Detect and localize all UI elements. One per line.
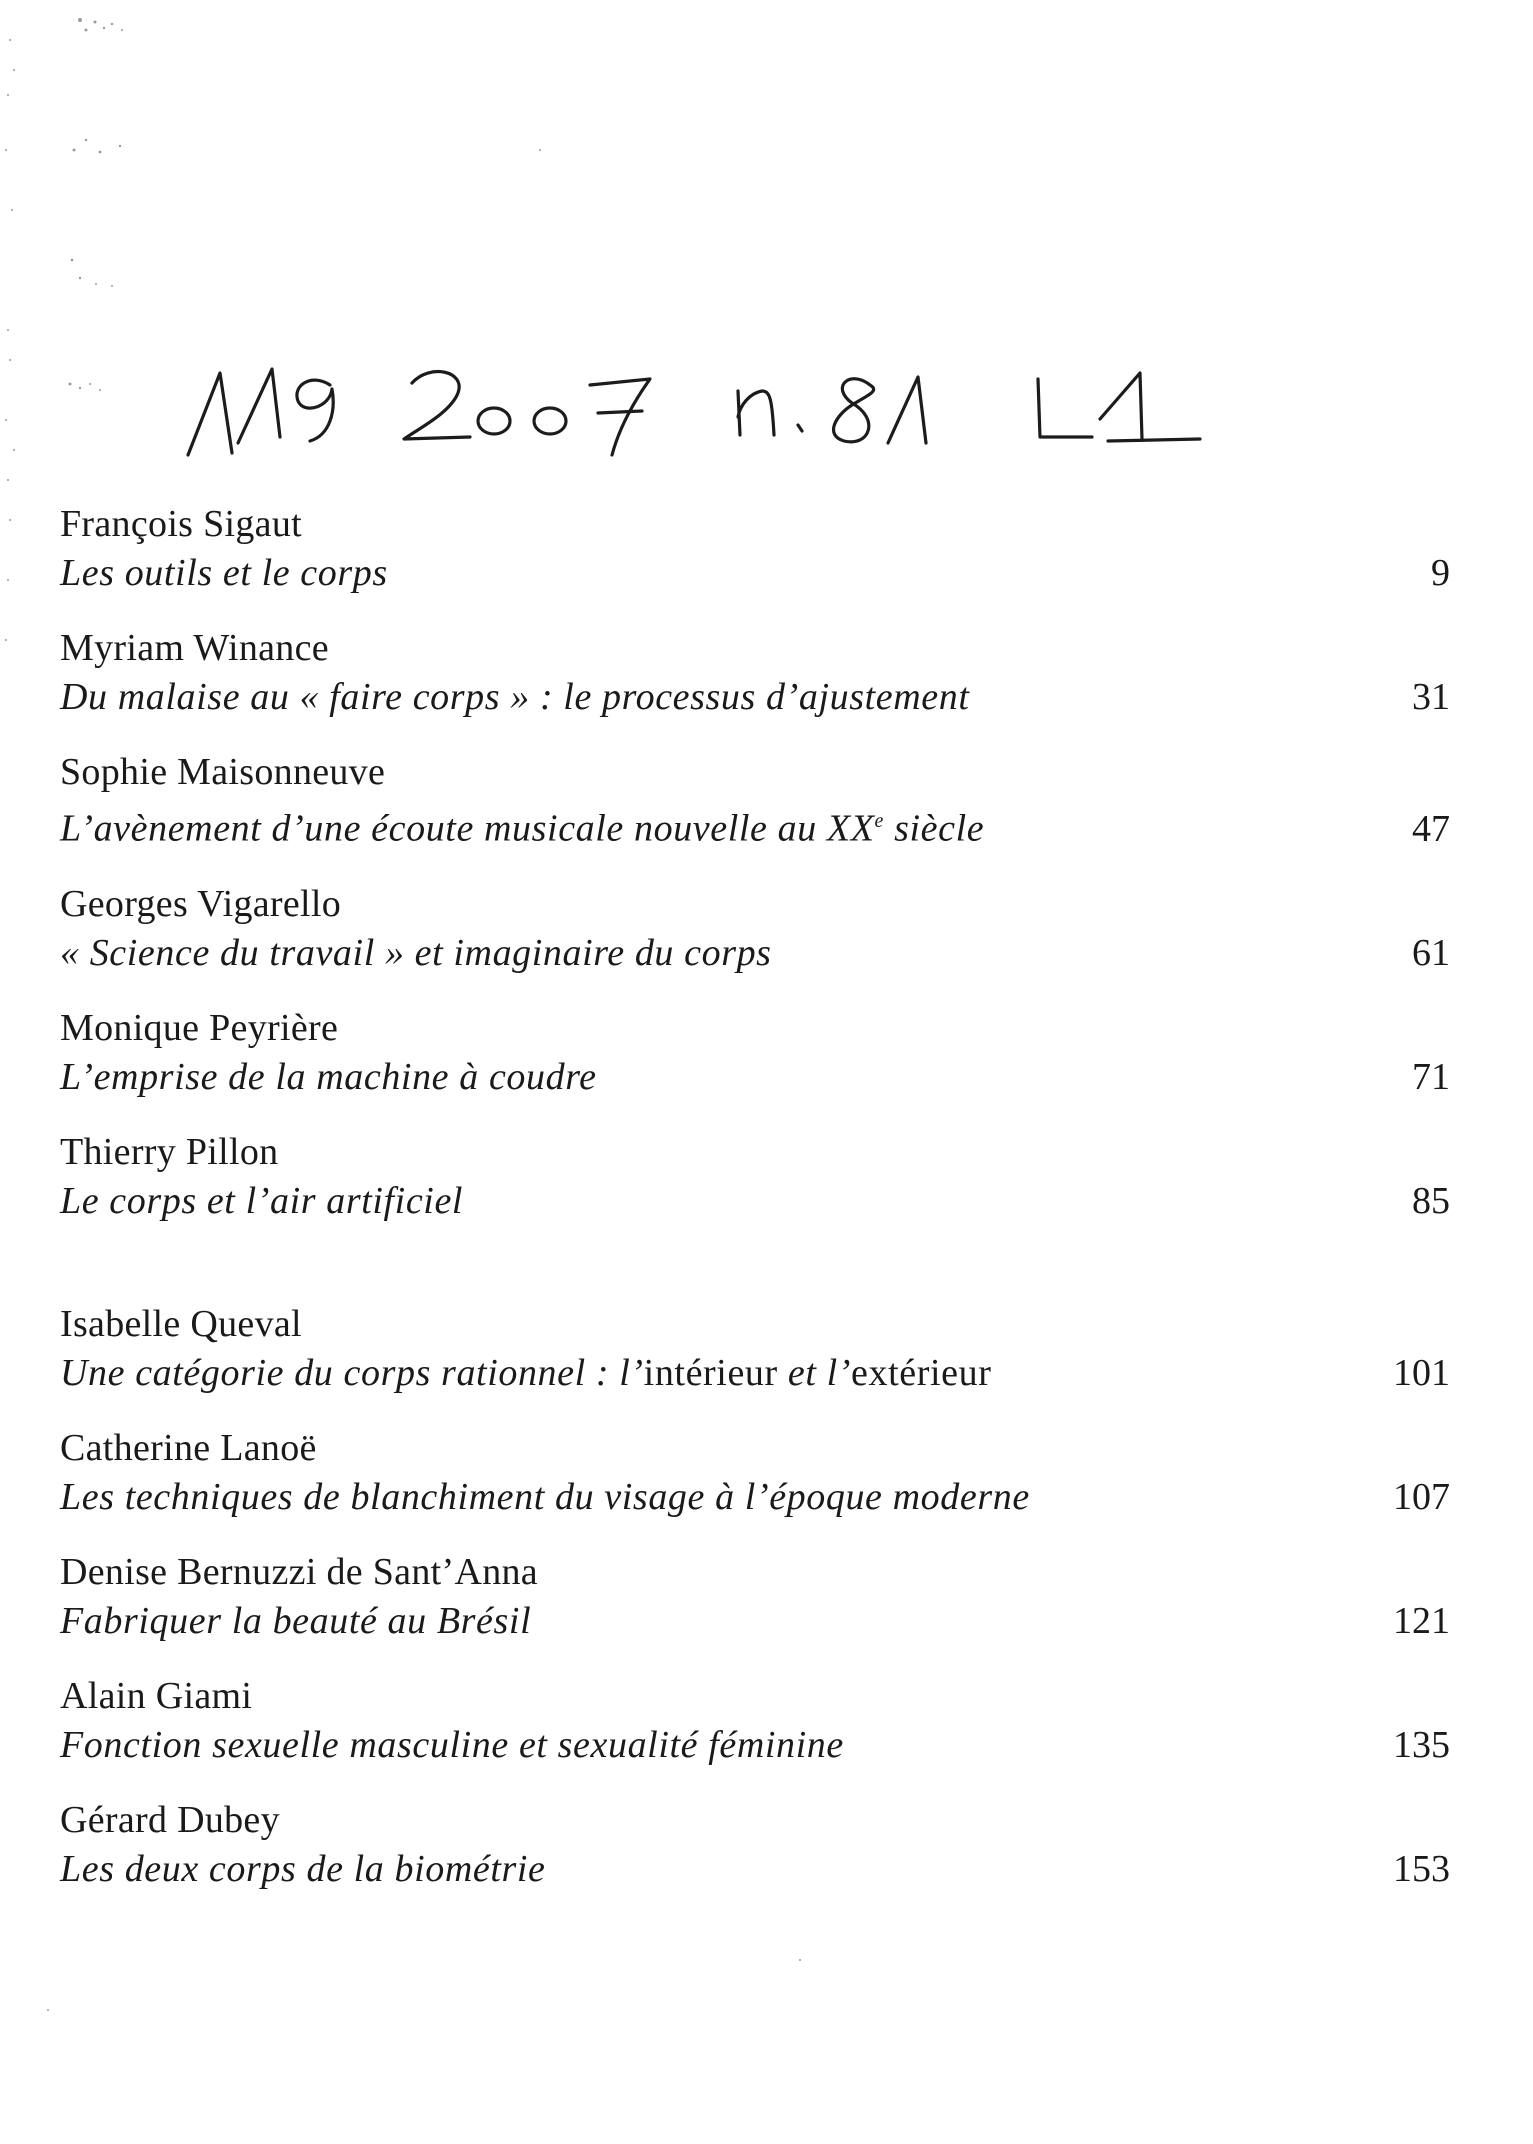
entry-author: Denise Bernuzzi de Sant’Anna: [60, 1550, 538, 1593]
entry-title-row: [60, 796, 1450, 854]
entry-title-text: L’avènement d’une écoute musicale nouvelle au: [60, 807, 827, 850]
entry-title: [60, 796, 984, 854]
entry-author: François Sigaut: [60, 503, 302, 545]
entry-title: L’emprise de la machine à coudre: [60, 1055, 597, 1098]
toc-entry: [60, 624, 1450, 722]
entry-page-number: 31: [1412, 676, 1450, 718]
entry-title-row: [60, 1596, 1450, 1646]
entry-title-row: [60, 1844, 1450, 1894]
entry-title: Fabriquer la beauté au Brésil: [60, 1599, 532, 1642]
toc-entry: [60, 1672, 1450, 1770]
entry-title-text: Une catégorie du corps rationnel : l’: [60, 1351, 644, 1394]
toc-entry: [60, 1300, 1450, 1398]
entry-author: Sophie Maisonneuve: [60, 751, 386, 793]
entry-author: Thierry Pillon: [60, 1130, 279, 1173]
entry-title-row: [60, 1720, 1450, 1770]
entry-title-text: et l’: [777, 1351, 852, 1394]
toc-entry: [60, 880, 1450, 978]
table-of-contents: [60, 500, 1450, 1920]
entry-page-number: 71: [1412, 1055, 1450, 1098]
entry-author: Isabelle Queval: [60, 1302, 302, 1345]
entry-author: Georges Vigarello: [60, 882, 342, 925]
entry-page-number: 121: [1393, 1599, 1450, 1642]
entry-author: Alain Giami: [60, 1674, 253, 1717]
entry-author: Catherine Lanoë: [60, 1426, 317, 1469]
entry-title-row: [60, 928, 1450, 978]
entry-author: Monique Peyrière: [60, 1006, 339, 1049]
entry-title-row: [60, 548, 1450, 598]
toc-entry: [60, 1128, 1450, 1226]
entry-page-number: 9: [1431, 552, 1450, 594]
entry-page-number: 85: [1412, 1179, 1450, 1222]
entry-title: Les techniques de blanchiment du visage à l’époque moderne: [60, 1475, 1030, 1518]
entry-page-number: 47: [1412, 807, 1450, 850]
entry-title-roman: extérieur: [851, 1351, 992, 1394]
entry-title: « Science du travail » et imaginaire du corps: [60, 931, 772, 974]
toc-entry: [60, 1424, 1450, 1522]
entry-title-text: siècle: [884, 807, 985, 850]
entry-title: Le corps et l’air artificiel: [60, 1179, 464, 1222]
entry-page-number: 61: [1412, 931, 1450, 974]
entry-author: Myriam Winance: [60, 627, 329, 669]
entry-title-row: [60, 1472, 1450, 1522]
entry-title: Les outils et le corps: [60, 552, 388, 594]
entry-title: [60, 1348, 991, 1398]
entry-page-number: 135: [1393, 1723, 1450, 1766]
century-numeral: XX: [826, 807, 875, 850]
toc-entry: [60, 1548, 1450, 1646]
entry-title-row: [60, 672, 1450, 722]
toc-entry: [60, 500, 1450, 598]
entry-title: Du malaise au « faire corps » : le processus d’ajustement: [60, 676, 970, 718]
entry-page-number: 153: [1393, 1847, 1450, 1890]
toc-entry: [60, 748, 1450, 854]
entry-title: Les deux corps de la biométrie: [60, 1847, 546, 1890]
entry-title: Fonction sexuelle masculine et sexualité féminine: [60, 1723, 844, 1766]
toc-entry: [60, 1004, 1450, 1102]
entry-page-number: 101: [1393, 1351, 1450, 1394]
entry-title-row: [60, 1348, 1450, 1398]
entry-page-number: 107: [1393, 1475, 1450, 1518]
entry-title-roman: intérieur: [643, 1351, 778, 1394]
toc-entry: [60, 1796, 1450, 1894]
century-superscript: e: [874, 810, 885, 832]
entry-title-row: [60, 1176, 1450, 1226]
entry-title-row: [60, 1052, 1450, 1102]
entry-author: Gérard Dubey: [60, 1798, 280, 1841]
handwritten-note: [180, 355, 1280, 465]
